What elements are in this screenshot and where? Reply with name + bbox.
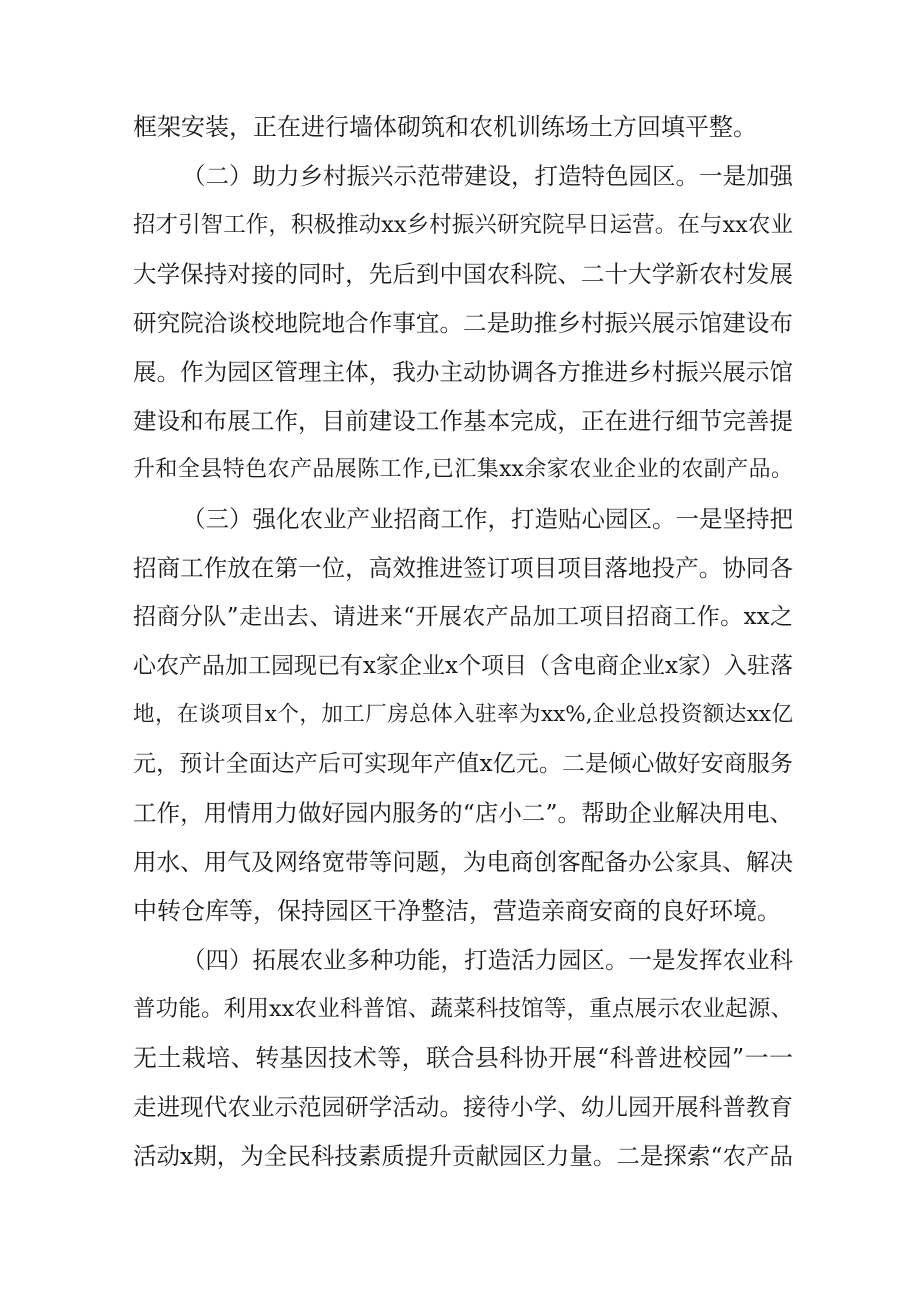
text-line bbox=[0, 891, 920, 931]
text-line bbox=[0, 254, 920, 294]
text-line bbox=[0, 1136, 920, 1176]
text-line-content: 大学保持对接的同时，先后到中国农科院、二十大学新农村发展 bbox=[133, 260, 793, 288]
text-line bbox=[0, 744, 920, 784]
text-line-content: 工作，用情用力做好园内服务的“店小二”。帮助企业解决用电、 bbox=[133, 799, 793, 827]
text-line-content: （三）强化农业产业招商工作，打造贴心园区。一是坚持把 bbox=[182, 505, 793, 533]
text-line bbox=[0, 156, 920, 196]
text-line bbox=[0, 842, 920, 882]
text-line bbox=[0, 548, 920, 588]
text-line bbox=[0, 205, 920, 245]
text-line-content: 招商分队”走出去、请进来“开展农产品加工项目招商工作。xx之 bbox=[133, 604, 793, 630]
text-line bbox=[0, 352, 920, 392]
text-line-content: 招才引智工作，积极推动xx乡村振兴研究院早日运营。在与xx农业 bbox=[133, 212, 793, 238]
text-line-content: 中转仓库等，保持园区干净整洁，营造亲商安商的良好环境。 bbox=[133, 897, 781, 925]
text-line bbox=[0, 401, 920, 441]
text-line bbox=[0, 646, 920, 686]
text-line-content: 研究院洽谈校地院地合作事宜。二是助推乡村振兴展示馆建设布 bbox=[133, 309, 793, 337]
text-line-content: 用水、用气及网络宽带等问题，为电商创客配备办公家具、解决 bbox=[133, 848, 793, 876]
text-line-content: 招商工作放在第一位，高效推进签订项目项目落地投产。协同各 bbox=[133, 554, 793, 582]
text-line-content: 元，预计全面达产后可实现年产值x亿元。二是倾心做好安商服务 bbox=[133, 751, 793, 777]
text-line bbox=[0, 499, 920, 539]
text-line-content: （二）助力乡村振兴示范带建设，打造特色园区。一是加强 bbox=[182, 162, 793, 190]
text-line-content: （四）拓展农业多种功能，打造活力园区。一是发挥农业科 bbox=[182, 946, 793, 974]
text-line-content: 展。作为园区管理主体，我办主动协调各方推进乡村振兴展示馆 bbox=[133, 358, 793, 386]
text-line bbox=[0, 1038, 920, 1078]
text-line-content: 建设和布展工作，目前建设工作基本完成，正在进行细节完善提 bbox=[133, 407, 793, 435]
text-line bbox=[0, 597, 920, 637]
text-line bbox=[0, 303, 920, 343]
text-line-content: 地，在谈项目x个，加工厂房总体入驻率为xx%,企业总投资额达xx亿 bbox=[133, 702, 793, 727]
text-line-content: 框架安装，正在进行墙体砌筑和农机训练场土方回填平整。 bbox=[133, 113, 757, 141]
text-line bbox=[0, 989, 920, 1029]
text-line-content: 升和全县特色农产品展陈工作,已汇集xx余家农业企业的农副产品。 bbox=[133, 457, 793, 482]
text-line-content: 无土栽培、转基因技术等，联合县科协开展“科普进校园”一一 bbox=[133, 1044, 793, 1072]
text-line-content: 普功能。利用xx农业科普馆、蔬菜科技馆等，重点展示农业起源、 bbox=[133, 996, 793, 1022]
text-line bbox=[0, 695, 920, 735]
text-line bbox=[0, 940, 920, 980]
text-line bbox=[0, 1087, 920, 1127]
text-line-content: 心农产品加工园现已有x家企业x个项目（含电商企业x家）入驻落 bbox=[133, 653, 793, 679]
text-line-content: 活动x期，为全民科技素质提升贡献园区力量。二是探索“农产品 bbox=[133, 1142, 793, 1170]
text-line bbox=[0, 107, 920, 147]
text-line bbox=[0, 450, 920, 490]
text-line bbox=[0, 793, 920, 833]
text-line-content: 走进现代农业示范园研学活动。接待小学、幼儿园开展科普教育 bbox=[133, 1093, 793, 1121]
